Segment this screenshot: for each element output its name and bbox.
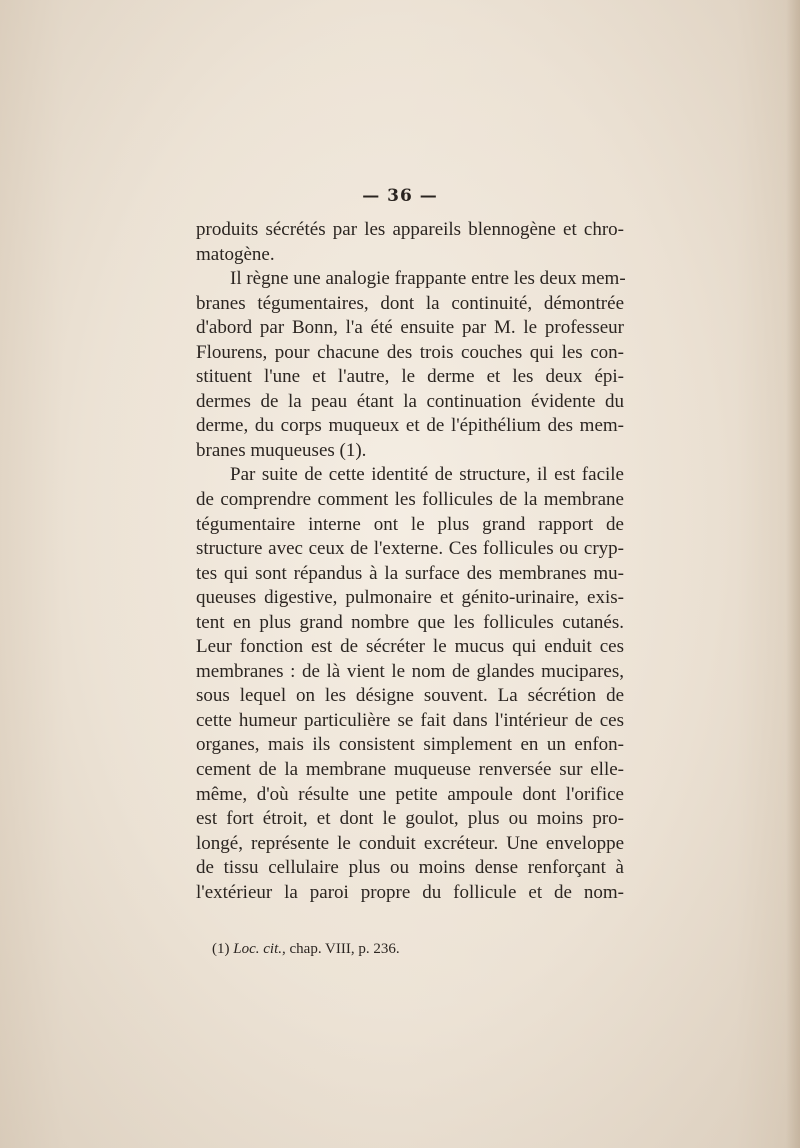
text-line: cement de la membrane muqueuse renversée sur elle- [196, 759, 624, 781]
text-line: tent en plus grand nombre que les follicules cutanés. [196, 611, 624, 633]
text-line: même, d'où résulte une petite ampoule dont l'orifice [196, 783, 624, 805]
footnote [212, 941, 400, 958]
text-line: branes muqueuses (1). [196, 439, 367, 461]
text-line: stituent l'une et l'autre, le derme et les deux épi- [196, 366, 624, 388]
footnote-reference: , chap. VIII, p. 236. [282, 941, 400, 957]
text-line: Il règne une analogie frappante entre les deux mem- [230, 268, 626, 290]
footnote-citation: Loc. cit. [233, 941, 282, 957]
text-line: matogène. [196, 243, 275, 265]
page-number: — 36 — [362, 186, 438, 206]
text-line: tégumentaire interne ont le plus grand rapport de [196, 513, 624, 535]
text-line: cette humeur particulière se fait dans l'intérieur de ces [196, 709, 624, 731]
text-line: produits sécrétés par les appareils blennogène et chro- [196, 219, 624, 240]
text-line: dermes de la peau étant la continuation évidente du [196, 390, 624, 412]
footnote-marker: (1) [212, 941, 230, 957]
page-edge-shadow [786, 0, 800, 1148]
text-line: est fort étroit, et dont le goulot, plus ou moins pro- [196, 808, 624, 830]
text-line: longé, représente le conduit excréteur. Une enveloppe [196, 832, 624, 854]
text-line: Leur fonction est de sécréter le mucus qui enduit ces [196, 636, 624, 658]
text-line: de tissu cellulaire plus ou moins dense renforçant à [196, 857, 624, 879]
text-line: sous lequel on les désigne souvent. La sécrétion de [196, 685, 624, 707]
text-line: de comprendre comment les follicules de la membrane [196, 489, 624, 511]
text-line: organes, mais ils consistent simplement en un enfon- [196, 734, 624, 756]
text-line: structure avec ceux de l'externe. Ces follicules ou cryp- [196, 538, 624, 560]
text-line: Par suite de cette identité de structure, il est facile [230, 464, 624, 486]
text-line: d'abord par Bonn, l'a été ensuite par M. le professeur [196, 317, 624, 339]
text-line: queuses digestive, pulmonaire et génito-urinaire, exis- [196, 587, 624, 609]
text-line: derme, du corps muqueux et de l'épithélium des mem- [196, 415, 624, 437]
text-line: l'extérieur la paroi propre du follicule et de nom- [196, 881, 624, 903]
text-line: membranes : de là vient le nom de glandes mucipares, [196, 660, 624, 682]
text-line: branes tégumentaires, dont la continuité, démontrée [196, 292, 624, 314]
body-text [196, 218, 624, 905]
text-line: Flourens, pour chacune des trois couches qui les con- [196, 341, 624, 363]
text-line: tes qui sont répandus à la surface des membranes mu- [196, 562, 624, 584]
